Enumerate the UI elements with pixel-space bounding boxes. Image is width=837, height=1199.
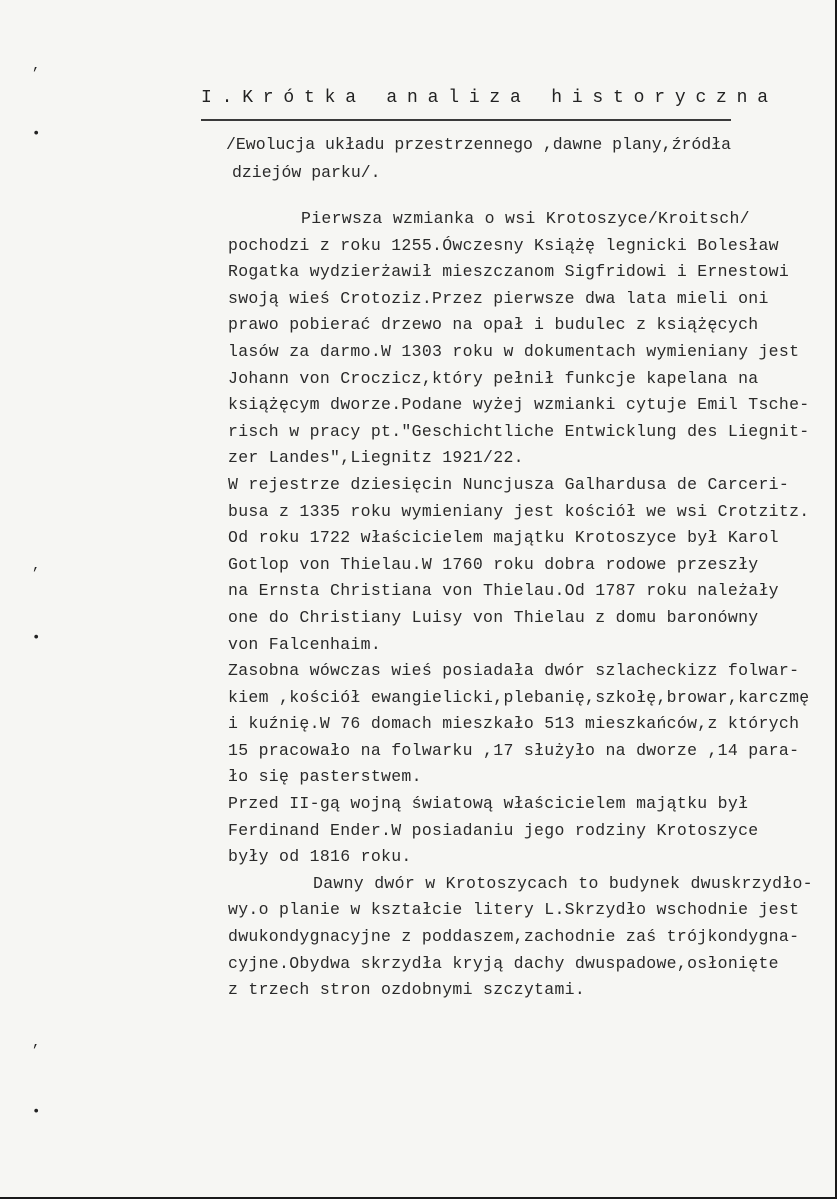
text-line: dwukondygnacyjne z poddaszem,zachodnie zaś trójkondygna-	[228, 927, 800, 947]
text-line: były od 1816 roku.	[228, 847, 412, 867]
binding-hole-mark: •	[32, 630, 41, 646]
text-line: wy.o planie w kształcie litery L.Skrzydło wschodnie jest	[228, 900, 800, 920]
text-line: one do Christiany Luisy von Thielau z domu baronówny	[228, 607, 759, 627]
text-line: Od roku 1722 właścicielem majątku Krotoszyce był Karol	[228, 528, 779, 548]
text-line: lasów za darmo.W 1303 roku w dokumentach wymieniany jest	[228, 341, 800, 361]
text-line: na Ernsta Christiana von Thielau.Od 1787 roku należały	[228, 581, 779, 601]
text-line: busa z 1335 roku wymieniany jest kościół we wsi Crotzitz.	[228, 501, 810, 521]
text-line: cyjne.Obydwa skrzydła kryją dachy dwuspadowe,osłonięte	[228, 953, 779, 973]
text-line: i kuźnię.W 76 domach mieszkało 513 mieszkańców,z których	[228, 714, 800, 734]
subtitle-line: /Ewolucja układu przestrzennego ,dawne plany,źródła	[226, 135, 731, 154]
text-line: risch w pracy pt."Geschichtliche Entwicklung des Liegnit-	[228, 421, 810, 441]
text-line: z trzech stron ozdobnymi szczytami.	[228, 980, 586, 1000]
subtitle-line: dziejów parku/.	[232, 163, 381, 182]
text-line: kiem ,kościół ewangielicki,plebanię,szkołę,browar,karczmę	[228, 687, 810, 707]
text-line: książęcym dworze.Podane wyżej wzmianki cytuje Emil Tsche-	[228, 395, 810, 415]
binding-hole-mark: ,	[32, 1035, 41, 1051]
binding-hole-mark: ,	[32, 58, 41, 74]
text-line: swoją wieś Crotoziz.Przez pierwsze dwa lata mieli oni	[228, 288, 769, 308]
text-line: 15 pracowało na folwarku ,17 służyło na dworze ,14 para-	[228, 740, 800, 760]
text-line: Zasobna wówczas wieś posiadała dwór szlacheckizz folwar-	[228, 661, 800, 681]
text-line: Dawny dwór w Krotoszycach to budynek dwuskrzydło-	[313, 873, 813, 893]
text-line: Rogatka wydzierżawił mieszczanom Sigfridowi i Ernestowi	[228, 262, 790, 282]
text-line: pochodzi z roku 1255.Ówczesny Książę legnicki Bolesław	[228, 235, 779, 255]
binding-hole-mark: •	[32, 1104, 41, 1120]
text-line: Pierwsza wzmianka o wsi Krotoszyce/Kroitsch/	[301, 209, 750, 228]
text-line: Johann von Croczicz,który pełnił funkcje kapelana na	[228, 368, 759, 388]
history-text	[228, 206, 823, 1004]
text-line: zer Landes",Liegnitz 1921/22.	[228, 448, 524, 468]
section-subtitle	[226, 131, 786, 187]
heading-underline	[201, 119, 731, 121]
text-line: W rejestrze dziesięcin Nuncjusza Galhardusa de Carceri-	[228, 474, 790, 494]
text-line: Gotlop von Thielau.W 1760 roku dobra rodowe przeszły	[228, 554, 759, 574]
text-line: Ferdinand Ender.W posiadaniu jego rodziny Krotoszyce	[228, 820, 759, 840]
text-line: prawo pobierać drzewo na opał i budulec z książęcych	[228, 315, 759, 335]
binding-hole-mark: ,	[32, 558, 41, 574]
section-heading: I.Krótka analiza historyczna	[201, 88, 778, 108]
text-line: Przed II-gą wojną światową właścicielem majątku był	[228, 794, 749, 814]
binding-hole-mark: •	[32, 126, 41, 142]
text-line: von Falcenhaim.	[228, 634, 382, 654]
text-line: ło się pasterstwem.	[228, 767, 422, 787]
